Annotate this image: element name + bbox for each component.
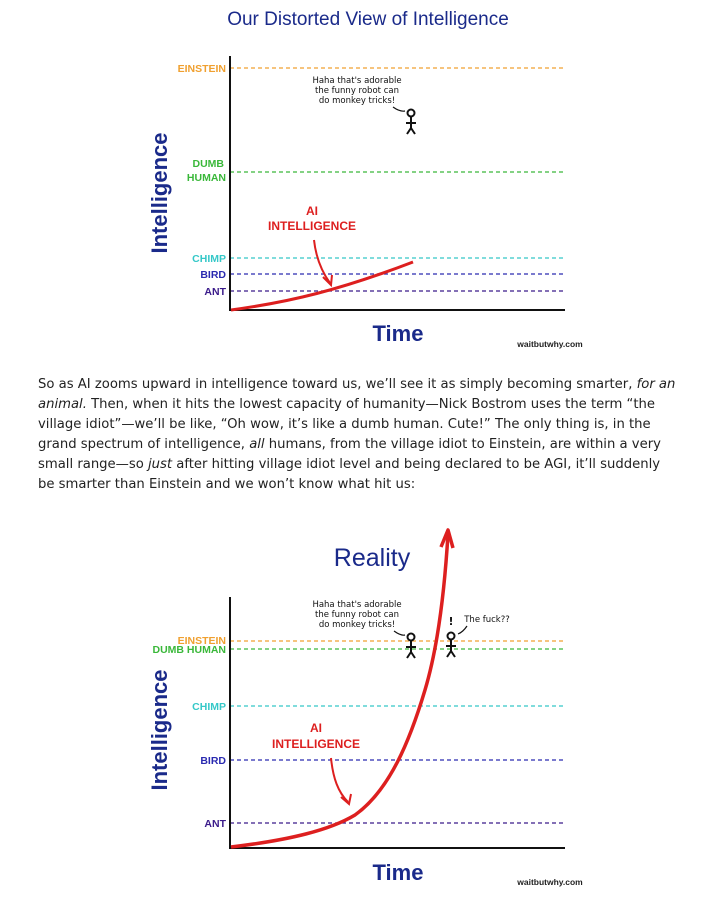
ant-label: ANT: [204, 286, 226, 298]
x-axis-label: Time: [372, 321, 424, 346]
bubble-line-3: do monkey tricks!: [318, 96, 396, 106]
y-axis-label: Intelligence: [147, 669, 172, 791]
paragraph-emphasis-all: all: [249, 437, 265, 452]
distorted-view-chart: [0, 0, 705, 360]
bubble-line-2: the funny robot can: [315, 610, 399, 620]
credit: waitbutwhy.com: [517, 339, 583, 349]
stick-figure-icon: [406, 110, 416, 135]
bubble-line-3: do monkey tricks!: [318, 620, 396, 630]
ai-pointer-arrow: [331, 758, 348, 802]
ai-intelligence-label: INTELLIGENCE: [271, 737, 361, 751]
bubble-tail: [393, 107, 405, 111]
x-axis-label: Time: [372, 860, 424, 885]
einstein-label: EINSTEIN: [177, 635, 226, 647]
einstein-label: EINSTEIN: [177, 63, 226, 75]
paragraph-emphasis-just: just: [147, 457, 173, 472]
credit: waitbutwhy.com: [517, 877, 583, 887]
exclamation-mark: !: [448, 615, 454, 628]
paragraph-emphasis-animal: for an animal.: [38, 377, 676, 412]
human-label: HUMAN: [186, 172, 226, 184]
ai-intelligence-label: INTELLIGENCE: [267, 219, 357, 233]
chart-title: Reality: [333, 544, 411, 572]
stick-figure-icon: [406, 634, 416, 659]
dumb-label: DUMB: [192, 158, 224, 170]
paragraph-text-2: Then, when it hits the lowest capacity of humanity—Nick Bostrom uses the term “the village idiot”—we’ll be like, “Oh wow, it’s like a dumb human. Cute!” The only thing is, in the grand spectrum of intelligence,: [38, 397, 655, 452]
y-axis-label: Intelligence: [147, 132, 172, 254]
paragraph-text-4: after hitting village idiot level and being declared to be AGI, it’ll suddenly be smarter than Einstein and we won’t know what hit us:: [38, 457, 661, 492]
dumb-human-label: DUMB HUMAN: [152, 644, 226, 656]
chart-title: Our Distorted View of Intelligence: [227, 9, 509, 30]
bubble-line-1: Haha that's adorable: [312, 76, 402, 86]
ai-pointer-arrow: [314, 240, 330, 283]
ai-curve: [231, 534, 448, 847]
paragraph-text-3: humans, from the village idiot to Einstein, are within a very small range—so: [38, 437, 661, 472]
chimp-label: CHIMP: [192, 253, 226, 265]
reality-chart: [0, 515, 705, 911]
body-paragraph: [38, 375, 678, 495]
bubble2-tail: [458, 626, 467, 634]
bird-label: BIRD: [200, 755, 226, 767]
bubble-line-2: the funny robot can: [315, 86, 399, 96]
bubble-tail: [394, 631, 405, 635]
bubble2-text: The fuck??: [464, 615, 510, 625]
ai-label: AI: [310, 721, 322, 735]
ai-label: AI: [306, 204, 318, 218]
paragraph-text-1: So as AI zooms upward in intelligence toward us, we’ll see it as simply becoming smarter,: [38, 377, 637, 392]
surprised-stick-figure-icon: [446, 633, 456, 658]
ant-label: ANT: [204, 818, 226, 830]
bubble-line-1: Haha that's adorable: [312, 600, 402, 610]
bird-label: BIRD: [200, 269, 226, 281]
chimp-label: CHIMP: [192, 701, 226, 713]
